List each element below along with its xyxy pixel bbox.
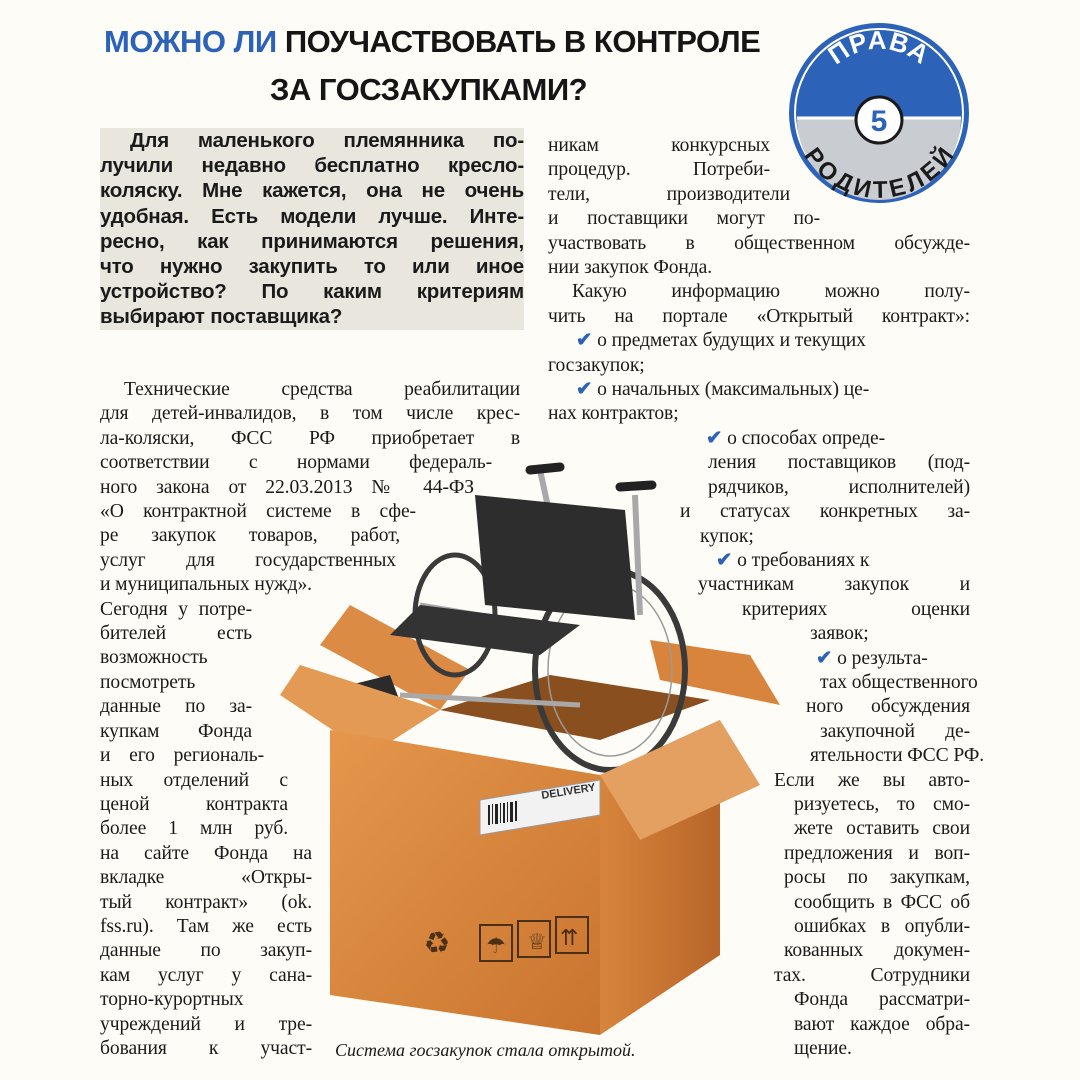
badge-top-text: ПРАВА <box>822 24 936 71</box>
text-line: тели, производители <box>548 183 790 205</box>
text-line: ления поставщиков (под- <box>708 452 970 474</box>
check-icon: ✔ <box>716 549 738 571</box>
check-icon: ✔ <box>706 427 728 449</box>
question-line: что нужно закупить то или иное <box>100 255 524 279</box>
text-line: данные по закуп- <box>100 940 312 962</box>
question-line: устройство? По каким критериям <box>100 280 524 304</box>
bullet-item <box>816 647 978 671</box>
delivery-label-text: DELIVERY <box>540 781 597 802</box>
text-line: жете оставить свои <box>794 818 970 840</box>
headline-line-2: ЗА ГОСЗАКУПКАМИ? <box>270 72 588 107</box>
text-line: Технические средства реабилитации <box>124 379 520 400</box>
text-line: нии закупок Фонда. <box>548 257 713 279</box>
text-line: кованных докумен- <box>784 940 970 962</box>
fragile-icon: ♕ <box>527 930 547 955</box>
text-line: ного закона от 22.03.2013 № 44-ФЗ <box>100 476 474 498</box>
text-line: Какую информацию можно полу- <box>572 281 970 303</box>
check-icon: ✔ <box>576 330 598 352</box>
text-line: и статусах конкретных за- <box>680 501 970 523</box>
text-line: Сегодня у потре- <box>100 598 252 620</box>
text-line: Фонда рассматри- <box>794 989 970 1011</box>
badge-bottom-text: РОДИТЕЛЕЙ <box>798 142 960 204</box>
text-line: вают каждое обра- <box>794 1013 970 1035</box>
text-line: процедур. Потреби- <box>548 159 770 181</box>
text-line: торно-курортных <box>100 989 244 1011</box>
text-line: для детей-инвалидов, в том числе крес- <box>100 403 520 425</box>
text-line: о предметах будущих и текущих <box>597 330 866 352</box>
text-line: о начальных (максимальных) це- <box>597 379 870 401</box>
text-line: кам услуг у сана- <box>100 964 312 986</box>
headline-part-2: ПОУЧАСТВОВАТЬ В КОНТРОЛЕ <box>284 24 761 59</box>
text-line: услуг для государственных <box>100 549 396 571</box>
text-line: бителей есть <box>100 623 252 645</box>
text-line: никам конкурсных <box>548 135 770 156</box>
text-line: о результа- <box>837 647 928 669</box>
text-line: рядчиков, исполнителей) <box>708 476 970 498</box>
left-column <box>100 378 520 1061</box>
text-line: ных отделений с <box>100 769 288 791</box>
text-line: предложения и воп- <box>784 842 970 864</box>
text-line: соответствии с нормами федераль- <box>100 452 492 474</box>
text-line: нах контрактов; <box>548 403 679 425</box>
text-line: заявок; <box>810 623 869 645</box>
text-line: купок; <box>700 525 754 547</box>
text-line: ценой контракта <box>100 793 288 815</box>
text-line: ризуетесь, то смо- <box>794 793 970 815</box>
question-line: Для маленького племянника по- <box>130 129 524 152</box>
text-line: тах общественного <box>820 671 978 693</box>
text-line: данные по за- <box>100 696 252 718</box>
headline-part-1: МОЖНО ЛИ <box>104 24 277 59</box>
text-line: участникам закупок и <box>698 574 970 596</box>
question-line: коляску. Мне кажется, она не очень <box>100 179 524 203</box>
text-line: росы по закупкам, <box>784 867 970 889</box>
bullet-item <box>706 427 978 451</box>
umbrella-icon: ☂ <box>486 934 506 959</box>
text-line: посмотреть <box>100 671 196 693</box>
text-line: ре закупок товаров, работ, <box>100 525 400 547</box>
text-line: ла-коляски, ФСС РФ приобретает в <box>100 427 520 449</box>
question-line: удобная. Есть модели лучше. Инте- <box>100 204 524 228</box>
bullet-item <box>576 378 978 402</box>
text-line: и муниципальных нужд». <box>100 574 312 596</box>
bullet-item <box>576 329 978 353</box>
text-line: на сайте Фонда на <box>100 842 312 864</box>
question-line: выбирают поставщика? <box>100 305 343 329</box>
photo-caption: Система госзакупок стала открытой. <box>335 1040 636 1060</box>
this-side-up-icon: ⇈ <box>560 926 579 951</box>
text-line: вкладке «Откры- <box>100 867 312 889</box>
text-line: ятельности ФСС РФ. <box>810 745 985 767</box>
headline-line-1 <box>104 24 760 60</box>
text-line: о способах опреде- <box>727 427 886 449</box>
text-line: о требованиях к <box>737 549 870 571</box>
text-line: ошибках в опубли- <box>794 916 970 937</box>
text-line: купкам Фонда <box>100 720 252 742</box>
text-line: и поставщики могут по- <box>548 208 820 230</box>
check-icon: ✔ <box>816 647 838 669</box>
text-line: бования к участ- <box>100 1037 312 1059</box>
check-icon: ✔ <box>576 379 598 401</box>
text-line: госзакупок; <box>548 354 645 376</box>
text-line: учреждений и тре- <box>100 1013 312 1035</box>
text-line: «О контрактной системе в сфе- <box>100 501 416 523</box>
text-line: щение. <box>794 1038 852 1060</box>
badge-number: 5 <box>870 105 888 138</box>
text-line: тах. Сотрудники <box>774 964 970 986</box>
text-line: сообщить в ФСС об <box>794 891 970 913</box>
question-line: лучили недавно бесплатно кресло- <box>100 154 524 178</box>
text-line: Если же вы авто- <box>774 769 970 791</box>
text-line: тый контракт» (ok. <box>100 891 312 913</box>
text-line: закупочной де- <box>820 720 970 742</box>
text-line: возможность <box>100 647 208 669</box>
reader-question <box>100 128 524 330</box>
recycle-icon: ♻ <box>421 924 453 963</box>
text-line: и его региональ- <box>100 745 264 767</box>
text-line: ного обсуждения <box>806 696 970 718</box>
question-line: ресно, как принимаются решения, <box>100 229 524 253</box>
text-line: участвовать в общественном обсужде- <box>548 232 970 254</box>
text-line: критериях оценки <box>742 598 970 620</box>
text-line: чить на портале «Открытый контракт»: <box>548 305 970 327</box>
text-line: fss.ru). Там же есть <box>100 915 312 937</box>
text-line: более 1 млн руб. <box>100 818 288 840</box>
